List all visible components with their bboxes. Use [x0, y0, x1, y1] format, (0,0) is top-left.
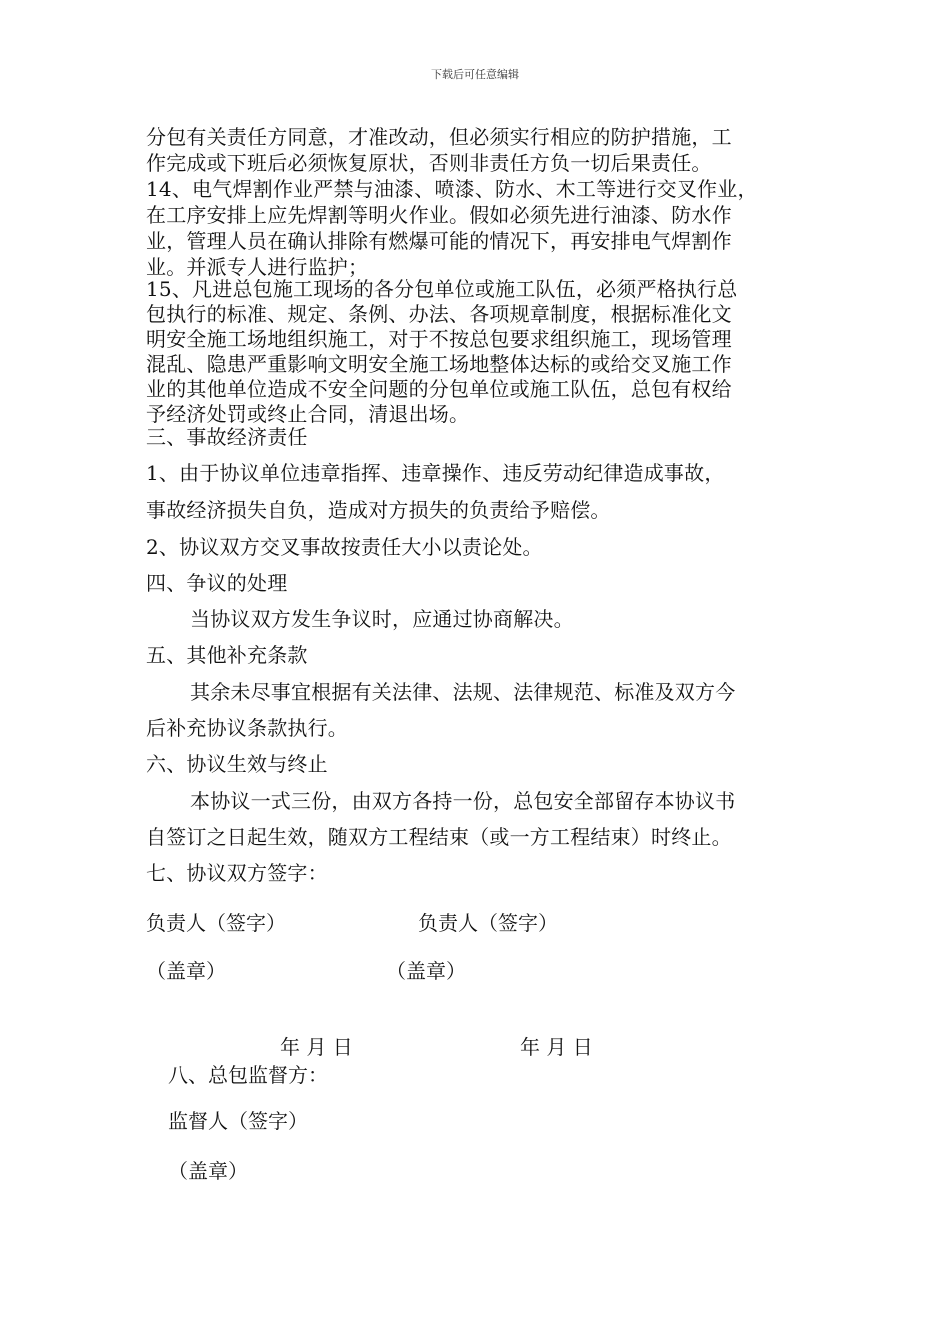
left-date: 年 月 日 [280, 1035, 353, 1059]
supervisor-seal-label: （盖章） [168, 1159, 248, 1183]
section-heading-3: 三、事故经济责任 [146, 425, 308, 449]
text-line: 后补充协议条款执行。 [146, 716, 348, 740]
section-heading-5: 五、其他补充条款 [146, 643, 308, 667]
supervisor-label: 监督人（签字） [168, 1109, 308, 1133]
text-line: 分包有关责任方同意，才准改动，但必须实行相应的防护措施，工 [146, 125, 732, 149]
text-line: 自签订之日起生效，随双方工程结束（或一方工程结束）时终止。 [146, 825, 732, 849]
text-line: 其余未尽事宜根据有关法律、法规、法律规范、标准及双方今 [190, 680, 736, 704]
left-seal-label: （盖章） [146, 959, 226, 983]
text-line: 作完成或下班后必须恢复原状，否则非责任方负一切后果责任。 [146, 151, 712, 175]
text-line: 明安全施工场地组织施工，对于不按总包要求组织施工，现场管理 [146, 327, 732, 351]
text-line: 2、协议双方交叉事故按责任大小以责论处。 [146, 535, 543, 559]
left-signer-label: 负责人（签字） [146, 911, 286, 935]
text-line: 14、电气焊割作业严禁与油漆、喷漆、防水、木工等进行交叉作业， [146, 177, 758, 201]
supervision-heading: 八、总包监督方： [168, 1063, 328, 1087]
text-line: 在工序安排上应先焊割等明火作业。假如必须先进行油漆、防水作 [146, 203, 732, 227]
text-line: 1、由于协议单位违章指挥、违章操作、违反劳动纪律造成事故， [146, 461, 725, 485]
text-line: 业。并派专人进行监护； [146, 255, 369, 279]
text-line: 15、凡进总包施工现场的各分包单位或施工队伍，必须严格执行总 [146, 277, 738, 301]
text-line: 业的其他单位造成不安全问题的分包单位或施工队伍，总包有权给 [146, 377, 732, 401]
right-signer-label: 负责人（签字） [418, 911, 558, 935]
section-heading-6: 六、协议生效与终止 [146, 752, 328, 776]
text-line: 业，管理人员在确认排除有燃爆可能的情况下，再安排电气焊割作 [146, 229, 732, 253]
text-line: 本协议一式三份，由双方各持一份，总包安全部留存本协议书 [190, 789, 736, 813]
right-date: 年 月 日 [520, 1035, 593, 1059]
text-line: 混乱、隐患严重影响文明安全施工场地整体达标的或给交叉施工作 [146, 352, 732, 376]
section-heading-4: 四、争议的处理 [146, 571, 288, 595]
right-seal-label: （盖章） [386, 959, 466, 983]
text-line: 予经济处罚或终止合同，清退出场。 [146, 402, 470, 426]
text-line: 包执行的标准、规定、条例、办法、各项规章制度，根据标准化文 [146, 302, 732, 326]
text-line: 当协议双方发生争议时，应通过协商解决。 [190, 607, 574, 631]
section-heading-7: 七、协议双方签字： [146, 861, 328, 885]
text-line: 事故经济损失自负，造成对方损失的负责给予赔偿。 [146, 498, 611, 522]
page-header: 下载后可任意编辑 [431, 68, 519, 81]
